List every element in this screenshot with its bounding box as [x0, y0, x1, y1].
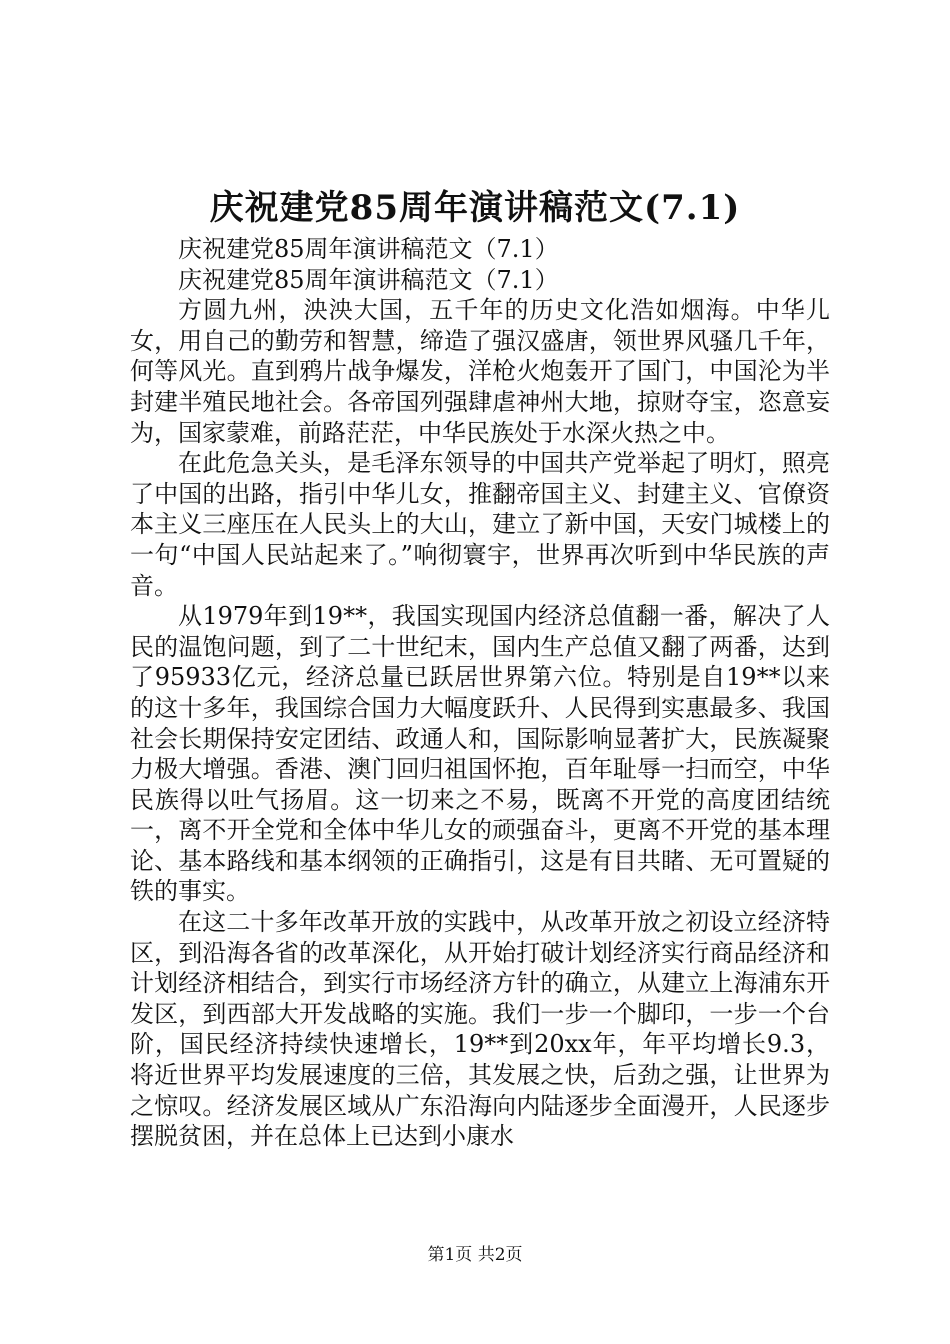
paragraph: 在这二十多年改革开放的实践中，从改革开放之初设立经济特区，到沿海各省的改革深化，从开始打破计划经济实行商品经济和计划经济相结合，到实行市场经济方针的确立，从建立上海浦东开发区，到西部大开发战略的实施。我们一步一个脚印，一步一个台阶，国民经济持续快速增长，19**到20xx年，年平均增长9.3，将近世界平均发展速度的三倍，其发展之快，后劲之强，让世界为之惊叹。经济发展区域从广东沿海向内陆逐步全面漫开，人民逐步摆脱贫困，并在总体上已达到小康水: [130, 908, 830, 1151]
subtitle-line: 庆祝建党85周年演讲稿范文（7.1）: [178, 265, 559, 294]
document-body: [130, 234, 830, 1152]
document-title: 庆祝建党85周年演讲稿范文(7.1): [209, 188, 741, 228]
paragraph: 方圆九州，泱泱大国，五千年的历史文化浩如烟海。中华儿女，用自己的勤劳和智慧，缔造了强汉盛唐，领世界风骚几千年，何等风光。直到鸦片战争爆发，洋枪火炮轰开了国门，中国沦为半封建半殖民地社会。各帝国列强肆虐神州大地，掠财夺宝，恣意妄为，国家蒙难，前路茫茫，中华民族处于水深火热之中。: [130, 296, 830, 447]
subtitle-line: 庆祝建党85周年演讲稿范文（7.1）: [178, 235, 559, 263]
page-footer: 第1页 共2页: [427, 1245, 523, 1265]
paragraph: 在此危急关头，是毛泽东领导的中国共产党举起了明灯，照亮了中国的出路，指引中华儿女，推翻帝国主义、封建主义、官僚资本主义三座压在人民头上的大山，建立了新中国，天安门城楼上的一句“中国人民站起来了。”响彻寰宇，世界再次听到中华民族的声音。: [130, 449, 830, 600]
paragraph: 从1979年到19**，我国实现国内经济总值翻一番，解决了人民的温饱问题，到了二十世纪末，国内生产总值又翻了两番，达到了95933亿元，经济总量已跃居世界第六位。特别是自19**以来的这十多年，我国综合国力大幅度跃升、人民得到实惠最多、我国社会长期保持安定团结、政通人和，国际影响显著扩大，民族凝聚力极大增强。香港、澳门回归祖国怀抱，百年耻辱一扫而空，中华民族得以吐气扬眉。这一切来之不易，既离不开党的高度团结统一，离不开全党和全体中华儿女的顽强奋斗，更离不开党的基本理论、基本路线和基本纲领的正确指引，这是有目共睹、无可置疑的铁的事实。: [130, 602, 830, 906]
